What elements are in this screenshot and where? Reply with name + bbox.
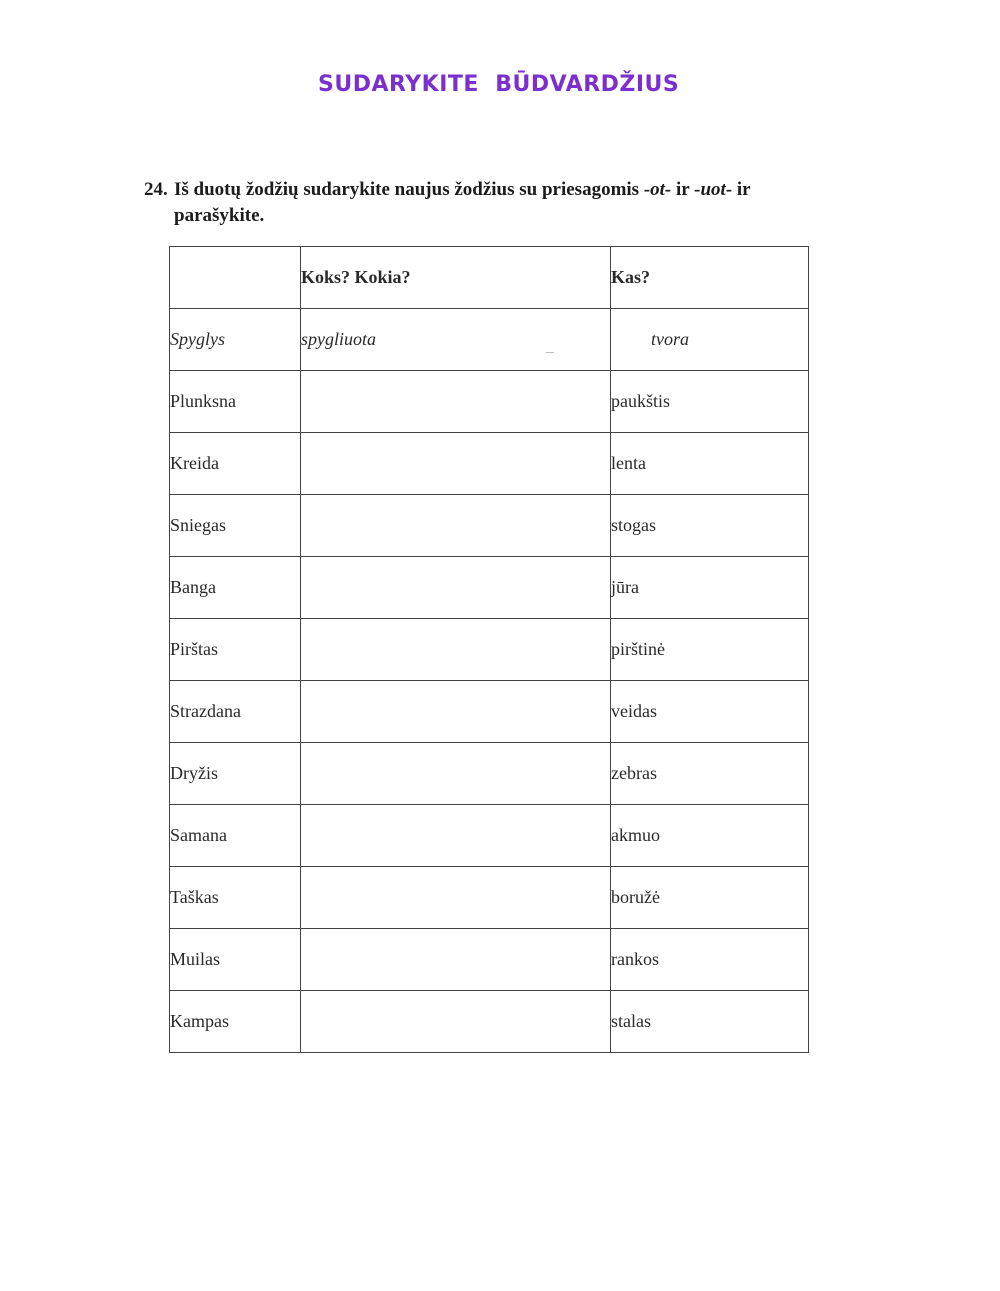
row-word: Muilas (170, 929, 301, 991)
row-noun: boružė (611, 867, 809, 929)
table-row (170, 929, 809, 991)
example-noun: tvora (611, 309, 809, 371)
task-text-before: Iš duotų žodžių sudarykite naujus žodžius su priesagomis (174, 179, 644, 200)
task-text-middle: ir (671, 179, 695, 200)
row-noun: stogas (611, 495, 809, 557)
table-row (170, 433, 809, 495)
row-noun: zebras (611, 743, 809, 805)
row-noun: paukštis (611, 371, 809, 433)
row-word: Strazdana (170, 681, 301, 743)
scan-mark (546, 352, 554, 353)
answer-cell[interactable] (301, 867, 611, 929)
suffix-ot: -ot- (643, 179, 672, 200)
answer-cell[interactable] (301, 495, 611, 557)
task-instruction (144, 177, 824, 229)
row-word: Sniegas (170, 495, 301, 557)
example-answer: spygliuota (301, 309, 611, 371)
answer-cell[interactable] (301, 433, 611, 495)
row-noun: lenta (611, 433, 809, 495)
example-word: Spyglys (170, 309, 301, 371)
row-noun: veidas (611, 681, 809, 743)
answer-cell[interactable] (301, 681, 611, 743)
row-word: Dryžis (170, 743, 301, 805)
table-row (170, 743, 809, 805)
row-word: Kreida (170, 433, 301, 495)
answer-cell[interactable] (301, 371, 611, 433)
task-line-2: parašykite. (174, 205, 265, 226)
task-number: 24. (144, 179, 168, 200)
row-word: Banga (170, 557, 301, 619)
row-word: Plunksna (170, 371, 301, 433)
answer-cell[interactable] (301, 619, 611, 681)
header-kas: Kas? (611, 247, 809, 309)
header-koks-kokia: Koks? Kokia? (301, 247, 611, 309)
example-row (170, 309, 809, 371)
answer-cell[interactable] (301, 805, 611, 867)
row-word: Samana (170, 805, 301, 867)
row-noun: stalas (611, 991, 809, 1053)
row-word: Kampas (170, 991, 301, 1053)
row-noun: pirštinė (611, 619, 809, 681)
row-word: Taškas (170, 867, 301, 929)
table-row (170, 557, 809, 619)
answer-cell[interactable] (301, 557, 611, 619)
table-row (170, 495, 809, 557)
answer-cell[interactable] (301, 929, 611, 991)
worksheet-title: SUDARYKITE BŪDVARDŽIUS (318, 72, 680, 97)
row-noun: rankos (611, 929, 809, 991)
task-text-after: ir (732, 179, 751, 200)
exercise-table (169, 246, 809, 1053)
table-row (170, 371, 809, 433)
table-row (170, 681, 809, 743)
answer-cell[interactable] (301, 991, 611, 1053)
table-header-row (170, 247, 809, 309)
suffix-uot: -uot- (694, 179, 733, 200)
row-noun: jūra (611, 557, 809, 619)
row-word: Pirštas (170, 619, 301, 681)
table-row (170, 619, 809, 681)
table-row (170, 805, 809, 867)
task-line-1 (144, 177, 824, 203)
row-noun: akmuo (611, 805, 809, 867)
table-row (170, 991, 809, 1053)
header-empty-cell (170, 247, 301, 309)
table-row (170, 867, 809, 929)
answer-cell[interactable] (301, 743, 611, 805)
